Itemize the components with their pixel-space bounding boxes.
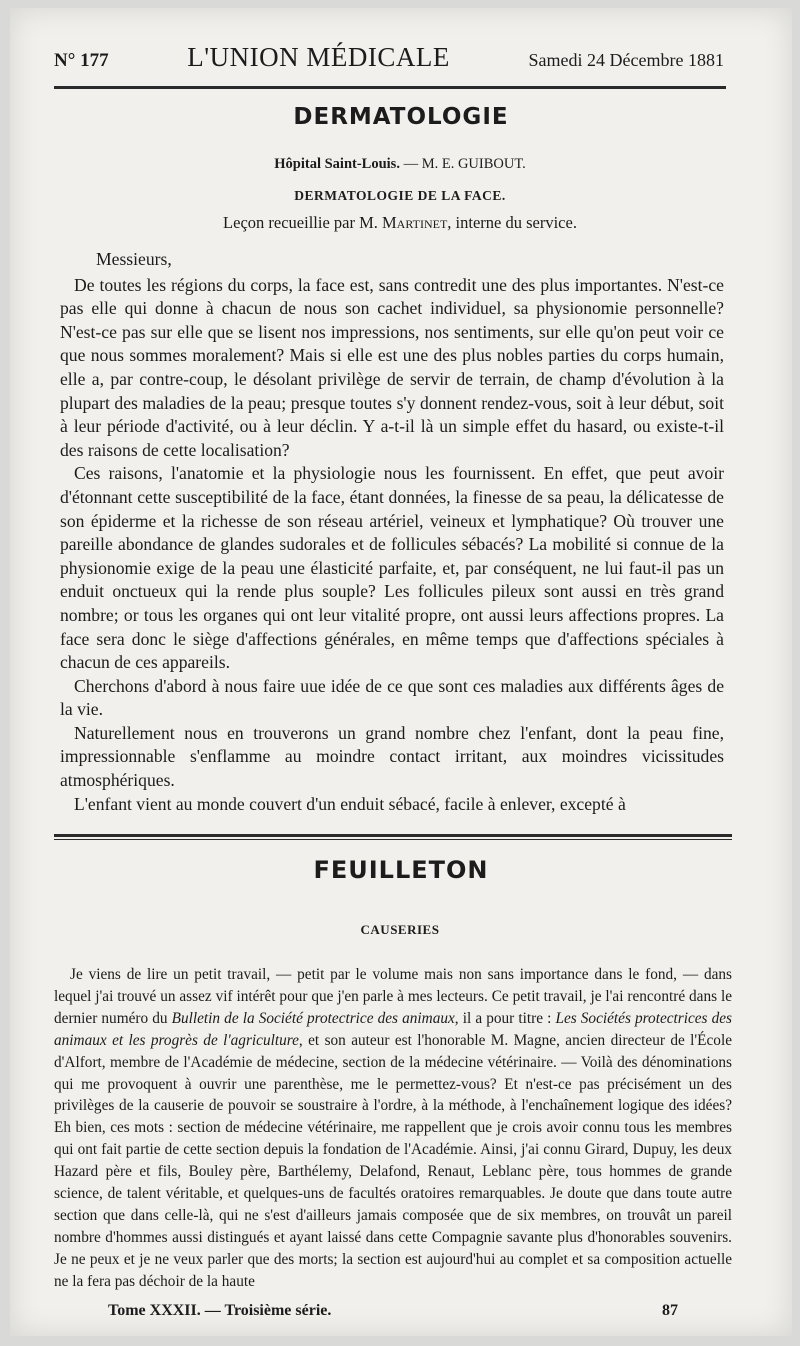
feuilleton-separator [54,834,732,840]
feuilleton-text-end: , et son auteur est l'honorable M. Magne, ancien directeur de l'École d'Alfort, membre de l'Académie de médecine, section de la médecine vétérinaire. — Voilà des dénominations qui me provoquent à ouvrir une parenthèse, me le permettez-vous? Et n'est-ce pas précisément un des privilèges de la causerie de pouvoir se soustraire à l'ordre, à la méthode, à l'enchaînement logique des idées? Eh bien, ces mots : section de médecine vétérinaire, me rappellent que je crois avoir connu tous les membres qui ont fait partie de cette section depuis la fondation de l'Académie. Ainsi, j'ai connu Girard, Dupuy, les deux Hazard père et fils, Bouley père, Barthélemy, Delafond, Renaut, Leblanc père, tous hommes de grande science, de talent véritable, et quelques-uns de facultés oratoires remarquables. Je doute que dans toute autre section que dans celle-là, qui ne s'est d'ailleurs jamais composée que de six membres, on trouvât un pareil nombre d'hommes aussi distingués et ayant laissé dans cette Compagnie savante plus d'honorables souvenirs. Je ne peux et je ne veux parler que des morts; la section est aujourd'hui au complet et sa composition actuelle ne la fera pas déchoir de la haute [54,1031,732,1290]
causeries-subtitle: CAUSERIES [360,922,440,937]
article-body [60,248,724,816]
feuilleton-paragraph [54,964,732,1293]
hospital-name: Hôpital Saint-Louis. [274,156,400,172]
article-paragraph: L'enfant vient au monde couvert d'un enduit sébacé, facile à enlever, excepté à [74,793,626,814]
article-paragraph: Naturellement nous en trouverons un grand nombre chez l'enfant, dont la peau fine, impressionnable s'enflamme au moindre contact irritant, aux moindres vicissitudes atmosphériques. [60,722,724,791]
feuilleton-text-mid: , il a pour titre : [454,1009,556,1027]
journal-page [10,8,792,1336]
article-subtitle: DERMATOLOGIE DE LA FACE. [294,188,506,203]
lecturer-name: — M. E. GUIBOUT. [403,156,526,172]
hospital-line [50,156,750,173]
issue-date: Samedi 24 Décembre 1881 [528,50,724,70]
section-title-feuilleton: FEUILLETON [313,856,489,884]
page-number: 87 [662,1302,678,1319]
section-title-dermatologie: DERMATOLOGIE [293,104,509,130]
page-footer [108,1302,678,1320]
article-paragraph: Ces raisons, l'anatomie et la physiologie nous les fournissent. En effet, que peut avoir d'étonnant cette susceptibilité de la face, étant données, la finesse de sa peau, la délicatesse de son épiderme et la richesse de son réseau artériel, veineux et lymphatique? Où trouver une pareille abondance de glandes sudorales et de follicules sébacés? La mobilité si connue de la physionomie exige de la peau une élasticité parfaite, et, par conséquent, ne lui faut-il pas un enduit onctueux qui la rende plus souple? Les follicules pileux sont aussi en très grand nombre; or tous les organes qui ont leur vitalité propre, ont aussi leurs affections propres. La face sera donc le siège d'affections générales, en même temps que d'affections spéciales à chacun de ces appareils. [60,463,724,673]
issue-number: N° 177 [54,50,109,71]
article-paragraph: De toutes les régions du corps, la face est, sans contredit une des plus importantes. N'est-ce pas elle qui donne à chacun de nous son cachet individuel, sa physionomie personnelle? N'est-ce pas sur elle que se lisent nos impressions, nos sentiments, sur elle qu'on peut voir ce que nous sommes moralement? Mais si elle est une des plus nobles parties du corps humain, elle a, par contre-coup, le désolant privilège de servir de terrain, de champ d'évolution à la plupart des maladies de la peau; presque toutes s'y donnent rendez-vous, soit à leur début, soit à leur période d'activité, ou à leur déclin. Y a-t-il là un simple effet du hasard, ou existe-t-il des raisons de cette localisation? [60,274,724,460]
feuilleton-text-start: Je viens de lire un petit travail, — petit par le volume mais non sans importance dans le fond, — dans lequel j'ai trouvé un assez vif intérêt pour que j'en parle à mes lecteurs. Ce petit travail, je l'ai rencontré dans le dernier numéro du [54,966,732,1027]
header-rule [54,86,726,89]
page-header [54,42,724,82]
bulletin-name: Bulletin de la Société protectrice des animaux [171,1009,455,1027]
credit-suffix: , interne du service. [447,213,577,232]
credit-prefix: Leçon recueillie par M. [223,213,378,232]
article-paragraph: Cherchons d'abord à nous faire uue idée de ce que sont ces maladies aux différents âges de la vie. [60,675,724,720]
credit-name: Martinet [382,213,448,232]
work-title: Les Sociétés protectrices des animaux et les progrès de l'agriculture [54,1009,732,1049]
tome-series: Tome XXXII. — Troisième série. [108,1302,332,1319]
lesson-credit [50,213,750,233]
feuilleton-body [54,964,732,1293]
journal-title: L'UNION MÉDICALE [187,42,450,72]
salutation: Messieurs, [96,249,172,269]
